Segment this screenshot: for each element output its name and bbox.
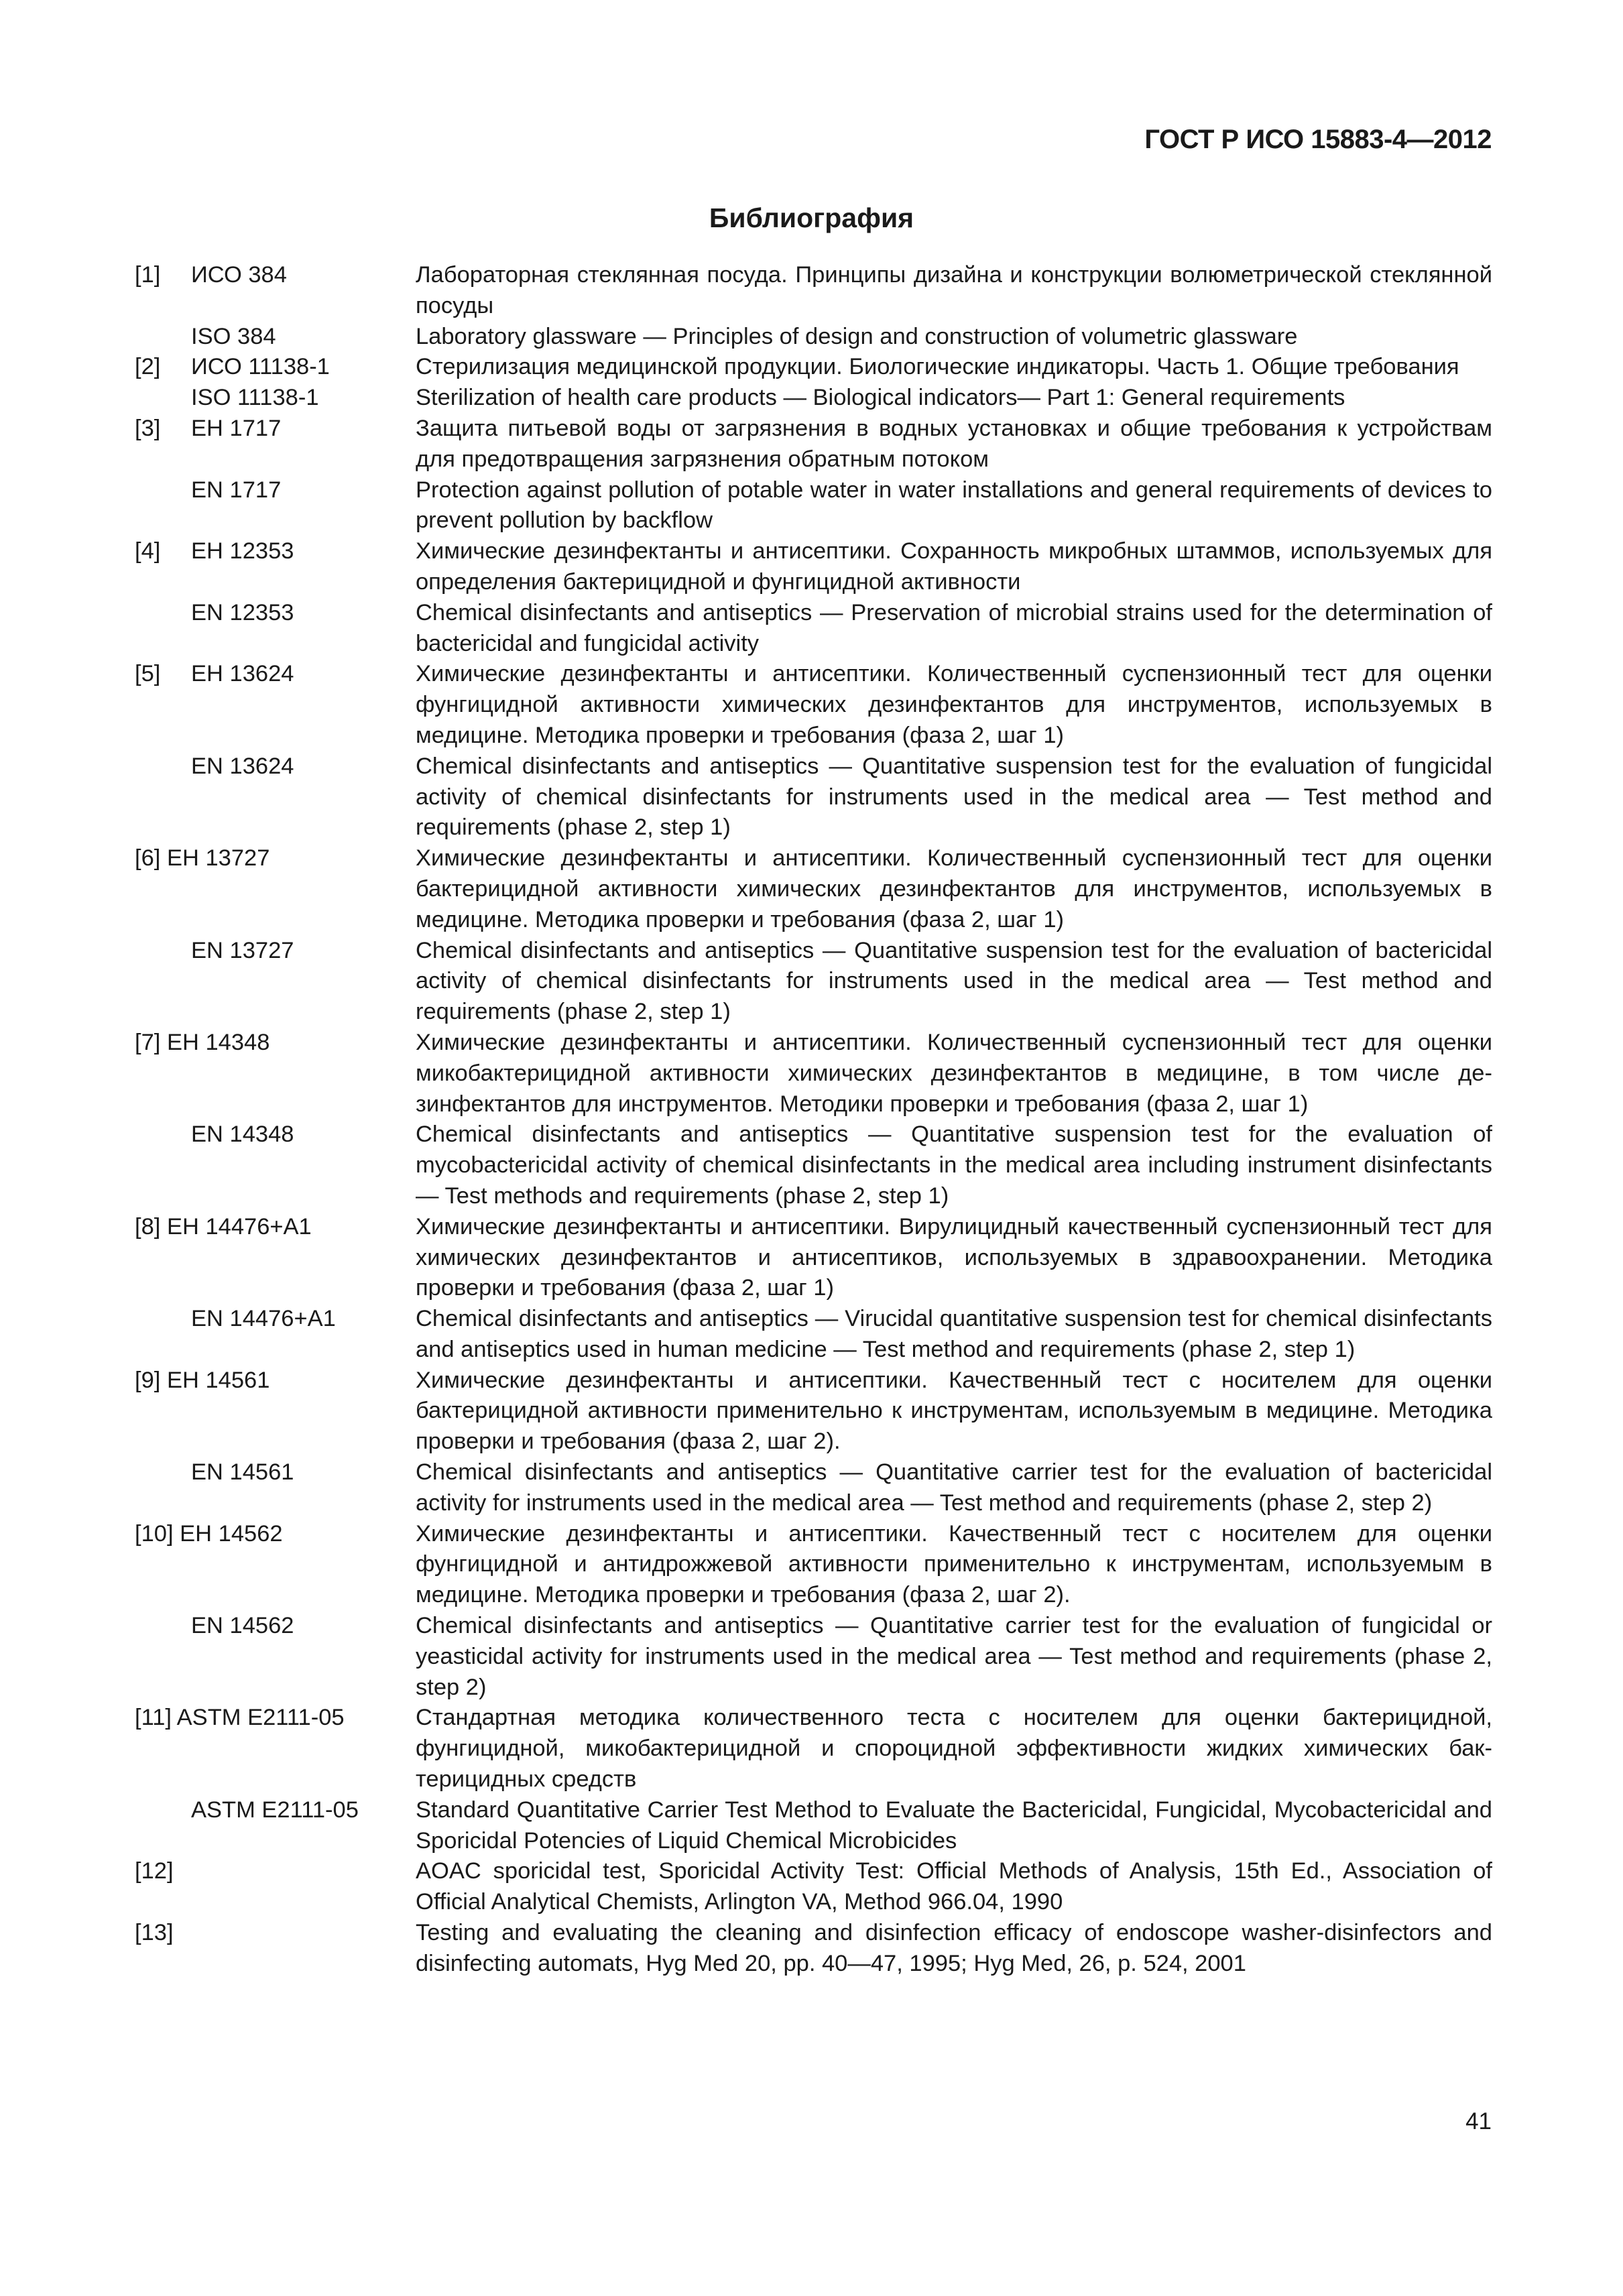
entry-description-ru: Химические дезинфектанты и антисептики. Количественный суспензионный тест для оценки фунгицидной активности химических дезинфектантов для инструментов, используемых в медицине. Методика проверки и требования (фаза 2, шаг 1) — [416, 661, 1492, 748]
entry-description-en: Chemical disinfectants and antiseptics — Quantitative suspension test for the evaluation of fungicidal activity of chemical disinfectants for instruments used in the medical area — Test method and requirements (phase 2, step 1) — [416, 753, 1492, 841]
entry-primary-row — [135, 1212, 1492, 1304]
bibliography-entry — [135, 659, 1492, 843]
entry-primary-row — [135, 1856, 1492, 1918]
entry-number: [5] — [135, 661, 161, 687]
entry-code-en: EN 12353 — [191, 599, 294, 625]
entry-description-ru: Защита питьевой воды от загрязнения в водных установках и общие требования к устройствам для предотвращения загрязнения обратным потоком — [416, 415, 1492, 472]
document-code: ГОСТ Р ИСО 15883-4—2012 — [1144, 125, 1492, 154]
entry-primary-row — [135, 414, 1492, 475]
entry-number: [11] ASTM E2111-05 — [135, 1705, 345, 1731]
entry-code-en: EN 14562 — [191, 1613, 294, 1639]
entry-number: [4] — [135, 538, 161, 564]
entry-number: [1] — [135, 262, 161, 288]
bibliography-entry — [135, 1366, 1492, 1519]
entry-description-en: Chemical disinfectants and antiseptics — Quantitative carrier test for the evaluation of bactericidal activity for instruments used in the medical area — Test method and requirements (phase 2, step 2) — [416, 1459, 1492, 1516]
entry-code-ru: ЕН 13624 — [191, 661, 294, 687]
entry-code-en: ISO 384 — [191, 323, 276, 349]
entry-primary-row — [135, 1519, 1492, 1611]
entry-number: [8] ЕН 14476+А1 — [135, 1213, 312, 1240]
entry-code-en: EN 13727 — [191, 937, 294, 963]
entry-code-ru: ЕН 12353 — [191, 538, 294, 564]
entry-code-ru: ИСО 11138-1 — [191, 354, 330, 380]
entry-description-en: Sterilization of health care products — Biological indicators— Part 1: General requirements — [416, 385, 1345, 411]
entry-description-en: Chemical disinfectants and antiseptics — Virucidal quantitative suspension test for chemical disinfectants and antiseptics used in human medicine — Test method and requirements (phase 2, step 1) — [416, 1306, 1492, 1362]
bibliography-entry — [135, 1519, 1492, 1703]
entry-description-ru: Химические дезинфектанты и антисептики. Количественный суспензионный тест для оценки бактерицидной активности химических дезинфектантов для инструментов, используемых в медицине. Методика проверки и требования (фаза 2, шаг 1) — [416, 845, 1492, 932]
entry-primary-row — [135, 659, 1492, 751]
bibliography-entry — [135, 260, 1492, 352]
entry-code-en: EN 14476+A1 — [191, 1306, 336, 1332]
entry-secondary-row — [135, 751, 1492, 843]
bibliography-entry — [135, 1918, 1492, 1980]
entry-description-ru: Стандартная методика количественного теста с носителем для оценки бактерицидной, фунгицидной, микобактерицидной и спороцидной эффективности жидких химических бактерицидных средств — [416, 1705, 1492, 1793]
entry-code-ru: ИСО 384 — [191, 262, 287, 288]
entry-description-en: Chemical disinfectants and antiseptics — Quantitative carrier test for the evaluation of fungicidal or yeasticidal activity for instruments used in the medical area — Test method and requirements (phase 2, step 2) — [416, 1613, 1492, 1700]
entry-number: [9] ЕН 14561 — [135, 1367, 270, 1393]
entry-primary-row — [135, 260, 1492, 322]
entry-description-ru: Химические дезинфектанты и антисептики. Сохранность микробных штаммов, используемых для определения бактерицидной и фунгицидной активности — [416, 538, 1492, 595]
entry-description-en: Protection against pollution of potable water in water installations and general requirements of devices to prevent pollution by backflow — [416, 477, 1492, 534]
entry-secondary-row — [135, 598, 1492, 660]
entry-description-ru: AOAC sporicidal test, Sporicidal Activity Test: Official Methods of Analysis, 15th Ed., Association of Official Analytical Chemists, Arlington VA, Method 966.04, 1990 — [416, 1858, 1492, 1915]
bibliography-entry — [135, 1703, 1492, 1856]
entry-code-en: ISO 11138-1 — [191, 385, 319, 411]
entry-description-en: Laboratory glassware — Principles of design and construction of volumetric glassware — [416, 323, 1298, 349]
entry-code-en: ASTM E2111-05 — [191, 1797, 359, 1823]
page-number: 41 — [1465, 2108, 1492, 2134]
entry-secondary-row — [135, 1457, 1492, 1519]
entry-code-en: EN 13624 — [191, 753, 294, 779]
entry-number: [3] — [135, 415, 161, 441]
entry-number: [13] — [135, 1920, 174, 1946]
bibliography-entry — [135, 1028, 1492, 1212]
entry-number: [6] ЕН 13727 — [135, 845, 270, 871]
entry-description-ru: Стерилизация медицинской продукции. Биологические индикаторы. Часть 1. Общие требования — [416, 354, 1459, 380]
entry-primary-row — [135, 1028, 1492, 1120]
entry-description-ru: Химические дезинфектанты и антисептики. Качественный тест с носителем для оценки бактерицидной активности применительно к инструментам, используемым в медицине. Методика проверки и требования (фаза 2, шаг 2). — [416, 1367, 1492, 1455]
entry-secondary-row — [135, 322, 1492, 353]
entry-description-ru: Химические дезинфектанты и антисептики. Вирулицидный качественный суспензионный тест для химических дезинфектантов и антисептиков, используемых в здравоохранении. Методика проверки и требования (фаза 2, шаг 1) — [416, 1213, 1492, 1301]
entry-description-en: Chemical disinfectants and antiseptics — Quantitative suspension test for the evaluation of mycobactericidal activity of chemical disinfectants in the medical area including instrument disinfectants — Test methods and requirements (phase 2, step 1) — [416, 1122, 1492, 1209]
bibliography-entry — [135, 1856, 1492, 1918]
entry-code-ru: ЕН 1717 — [191, 415, 282, 441]
entry-primary-row — [135, 843, 1492, 935]
entry-secondary-row — [135, 936, 1492, 1028]
entry-secondary-row — [135, 475, 1492, 537]
entry-code-en: EN 14348 — [191, 1122, 294, 1148]
section-title: Библиография — [709, 202, 914, 233]
bibliography-list — [135, 260, 1492, 1980]
entry-primary-row — [135, 352, 1492, 383]
entry-number: [10] ЕН 14562 — [135, 1520, 283, 1547]
entry-secondary-row — [135, 1120, 1492, 1211]
entry-description-ru: Химические дезинфектанты и антисептики. Количественный суспензионный тест для оценки микобактерицидной активности химических дезинфектантов в медицине, в том числе дезинфектантов для инструментов. Методики проверки и требования (фаза 2, шаг 1) — [416, 1029, 1492, 1117]
entry-secondary-row — [135, 1304, 1492, 1366]
entry-primary-row — [135, 536, 1492, 598]
entry-description-en: Chemical disinfectants and antiseptics — Preservation of microbial strains used for the determination of bactericidal and fungicidal activity — [416, 599, 1492, 656]
entry-secondary-row — [135, 1795, 1492, 1857]
entry-number: [2] — [135, 354, 161, 380]
entry-code-en: EN 14561 — [191, 1459, 294, 1486]
entry-primary-row — [135, 1366, 1492, 1457]
bibliography-entry — [135, 414, 1492, 536]
entry-description-ru: Лабораторная стеклянная посуда. Принципы дизайна и конструкции волюметрической стеклянной посуды — [416, 262, 1492, 318]
bibliography-entry — [135, 352, 1492, 414]
bibliography-entry — [135, 1212, 1492, 1366]
bibliography-entry — [135, 536, 1492, 659]
entry-primary-row — [135, 1918, 1492, 1980]
entry-secondary-row — [135, 1611, 1492, 1703]
entry-secondary-row — [135, 383, 1492, 414]
entry-primary-row — [135, 1703, 1492, 1795]
entry-description-en: Chemical disinfectants and antiseptics — Quantitative suspension test for the evaluation of bactericidal activity of chemical disinfectants for instruments used in the medical area — Test method and requirements (phase 2, step 1) — [416, 937, 1492, 1025]
entry-number: [7] ЕН 14348 — [135, 1029, 270, 1055]
entry-number: [12] — [135, 1858, 174, 1884]
entry-description-ru: Химические дезинфектанты и антисептики. Качественный тест с носителем для оценки фунгицидной и антидрожжевой активности применительно к инструментам, используемым в медицине. Методика проверки и требования (фаза 2, шаг 2). — [416, 1520, 1492, 1608]
entry-code-en: EN 1717 — [191, 477, 282, 503]
entry-description-en: Standard Quantitative Carrier Test Method to Evaluate the Bactericidal, Fungicidal, Mycobactericidal and Sporicidal Potencies of Liquid Chemical Microbicides — [416, 1797, 1492, 1854]
bibliography-entry — [135, 843, 1492, 1028]
entry-description-ru: Testing and evaluating the cleaning and disinfection efficacy of endoscope washer-disinfectors and disinfecting automats, Hyg Med 20, pp. 40—47, 1995; Hyg Med, 26, p. 524, 2001 — [416, 1920, 1492, 1976]
